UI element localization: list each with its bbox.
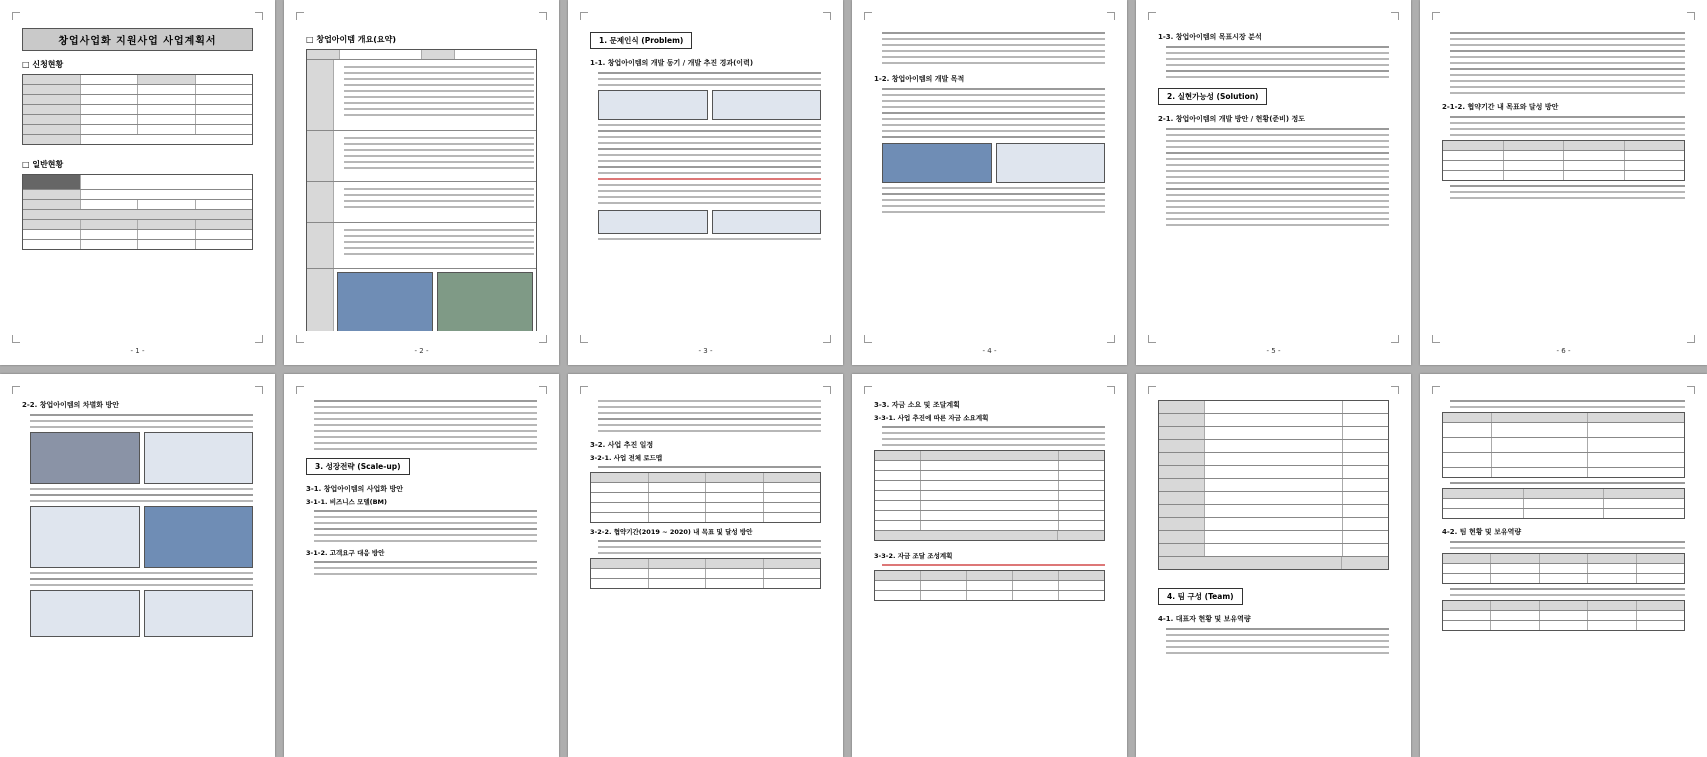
advisor-table bbox=[1442, 488, 1685, 519]
page-4 bbox=[852, 0, 1127, 365]
page-9 bbox=[568, 374, 843, 757]
subsection-2-1: 2-1. 창업아이템의 개발 방안 / 현황(준비) 정도 bbox=[1158, 115, 1306, 123]
subsection-4-1: 4-1. 대표자 현황 및 보유역량 bbox=[1158, 615, 1251, 623]
section-summary: □ 창업아이템 개요(요약) bbox=[306, 35, 396, 44]
subsection-4-2: 4-2. 팀 현황 및 보유역량 bbox=[1442, 528, 1522, 536]
page-number: - 2 - bbox=[414, 347, 429, 355]
subsection-1-1: 1-1. 창업아이템의 개발 동기 / 개발 추진 경과(이력) bbox=[590, 59, 754, 67]
plan-table bbox=[1442, 140, 1685, 181]
subsection-3-2: 3-2. 사업 추진 일정 bbox=[590, 441, 654, 449]
subsection-3-2-1: 3-2-1. 사업 전체 로드맵 bbox=[590, 454, 663, 462]
page-1 bbox=[0, 0, 275, 365]
page-number: - 4 - bbox=[982, 347, 997, 355]
page-5 bbox=[1136, 0, 1411, 365]
section-apply-status: □ 신청현황 bbox=[22, 60, 64, 69]
page-number: - 1 - bbox=[130, 347, 145, 355]
apply-status-table bbox=[22, 74, 253, 145]
expense-detail-table bbox=[1158, 400, 1389, 570]
page-6 bbox=[1420, 0, 1707, 365]
page-3 bbox=[568, 0, 843, 365]
goal-table bbox=[590, 558, 821, 589]
page-12 bbox=[1420, 374, 1707, 757]
summary-table bbox=[306, 49, 537, 331]
section-problem: 1. 문제인식 (Problem) bbox=[590, 32, 692, 49]
general-status-table bbox=[22, 174, 253, 250]
budget-table bbox=[874, 450, 1105, 541]
section-team: 4. 팀 구성 (Team) bbox=[1158, 588, 1243, 605]
team-table bbox=[1442, 553, 1685, 584]
subsection-3-3: 3-3. 자금 소요 및 조달계획 bbox=[874, 401, 960, 409]
subsection-3-1-2: 3-1-2. 고객요구 대응 방안 bbox=[306, 549, 385, 557]
section-general-status: □ 일반현황 bbox=[22, 160, 64, 169]
subsection-1-3: 1-3. 창업아이템의 목표시장 분석 bbox=[1158, 33, 1262, 41]
roadmap-table bbox=[590, 472, 821, 523]
page-2 bbox=[284, 0, 559, 365]
subsection-2-1-2: 2-1-2. 협약기간 내 목표와 달성 방안 bbox=[1442, 103, 1559, 111]
funding-table bbox=[874, 570, 1105, 601]
page-8 bbox=[284, 374, 559, 757]
page-11 bbox=[1136, 374, 1411, 757]
document-title: 창업사업화 지원사업 사업계획서 bbox=[22, 28, 253, 51]
section-scaleup: 3. 성장전략 (Scale-up) bbox=[306, 458, 410, 475]
hire-table bbox=[1442, 600, 1685, 631]
page-10 bbox=[852, 374, 1127, 757]
page-number: - 5 - bbox=[1266, 347, 1281, 355]
subsection-3-1-1: 3-1-1. 비즈니스 모델(BM) bbox=[306, 498, 387, 506]
team-detail-table bbox=[1442, 412, 1685, 478]
subsection-1-2: 1-2. 창업아이템의 개발 목적 bbox=[874, 75, 965, 83]
section-solution: 2. 실현가능성 (Solution) bbox=[1158, 88, 1267, 105]
page-number: - 3 - bbox=[698, 347, 713, 355]
subsection-3-3-1: 3-3-1. 사업 추진에 따른 자금 소요계획 bbox=[874, 414, 989, 422]
page-number: - 6 - bbox=[1556, 347, 1571, 355]
subsection-2-2: 2-2. 창업아이템의 차별화 방안 bbox=[22, 401, 119, 409]
subsection-3-3-2: 3-3-2. 자금 조달 조성계획 bbox=[874, 552, 953, 560]
subsection-3-2-2: 3-2-2. 협약기간(2019 ~ 2020) 내 목표 및 달성 방안 bbox=[590, 528, 753, 536]
page-7 bbox=[0, 374, 275, 757]
subsection-3-1: 3-1. 창업아이템의 사업화 방안 bbox=[306, 485, 403, 493]
